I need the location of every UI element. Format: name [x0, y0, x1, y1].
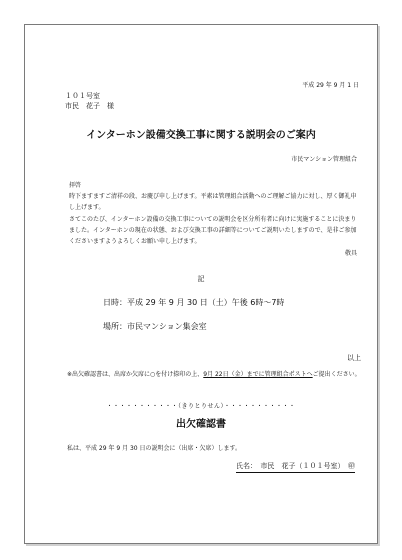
cut-line: ・・・・・・・・・・・（きりとりせん）・・・・・・・・・・・ — [106, 403, 296, 410]
signature-line: 氏名： 市民 花子（１０１号室） ㊞ — [236, 461, 355, 473]
closing-word: 敬具 — [344, 250, 357, 257]
note-text-before: ※出欠確認書は、出席か欠席に○を付け捺印の上、 — [67, 371, 204, 378]
meeting-datetime: 日時：平成 29 年 9 月 30 日（土）午後 6時～7時 — [103, 298, 285, 307]
form-title: 出欠確認書 — [176, 419, 226, 430]
ijo-word: 以上 — [347, 354, 361, 362]
meeting-place: 場所：市民マンション集会室 — [103, 322, 207, 331]
ki-heading: 記 — [197, 275, 205, 283]
document-page — [24, 24, 378, 544]
document-title: インターホン設備交換工事に関する説明会のご案内 — [86, 130, 316, 141]
attendance-statement: 私は、平成 29 年 9 月 30 日の説明会に（出席・欠席）します。 — [67, 445, 242, 452]
greeting: 拝啓 — [69, 182, 82, 189]
recipient-room: １０１号室 — [65, 92, 100, 100]
recipient-name: 市民 花子 様 — [65, 102, 114, 110]
submission-note — [67, 369, 365, 380]
body-paragraph-1: 時下ますますご清祥の段、お慶び申し上げます。平素は管理組合活動へのご理解ご協力に対し、厚く御礼申し上げます。 — [69, 193, 357, 211]
note-text-after: ご提出ください。 — [312, 371, 361, 378]
document-date: 平成 29 年 9 月 1 日 — [302, 82, 359, 89]
body-paragraph-2: さてこのたび、インターホン設備の交換工事についての説明会を区分所有者に向けに実施することに決まりました。インターホンの現在の状態、および交換工事の詳細等についてご説明いたしますので、是非ご参加くださいますようよろしくお願い申し上げます。 — [69, 216, 357, 245]
note-deadline: 9月 22日（金）までに管理組合ポストへ — [203, 371, 313, 378]
sender-name: 市民マンション管理組合 — [291, 156, 357, 163]
